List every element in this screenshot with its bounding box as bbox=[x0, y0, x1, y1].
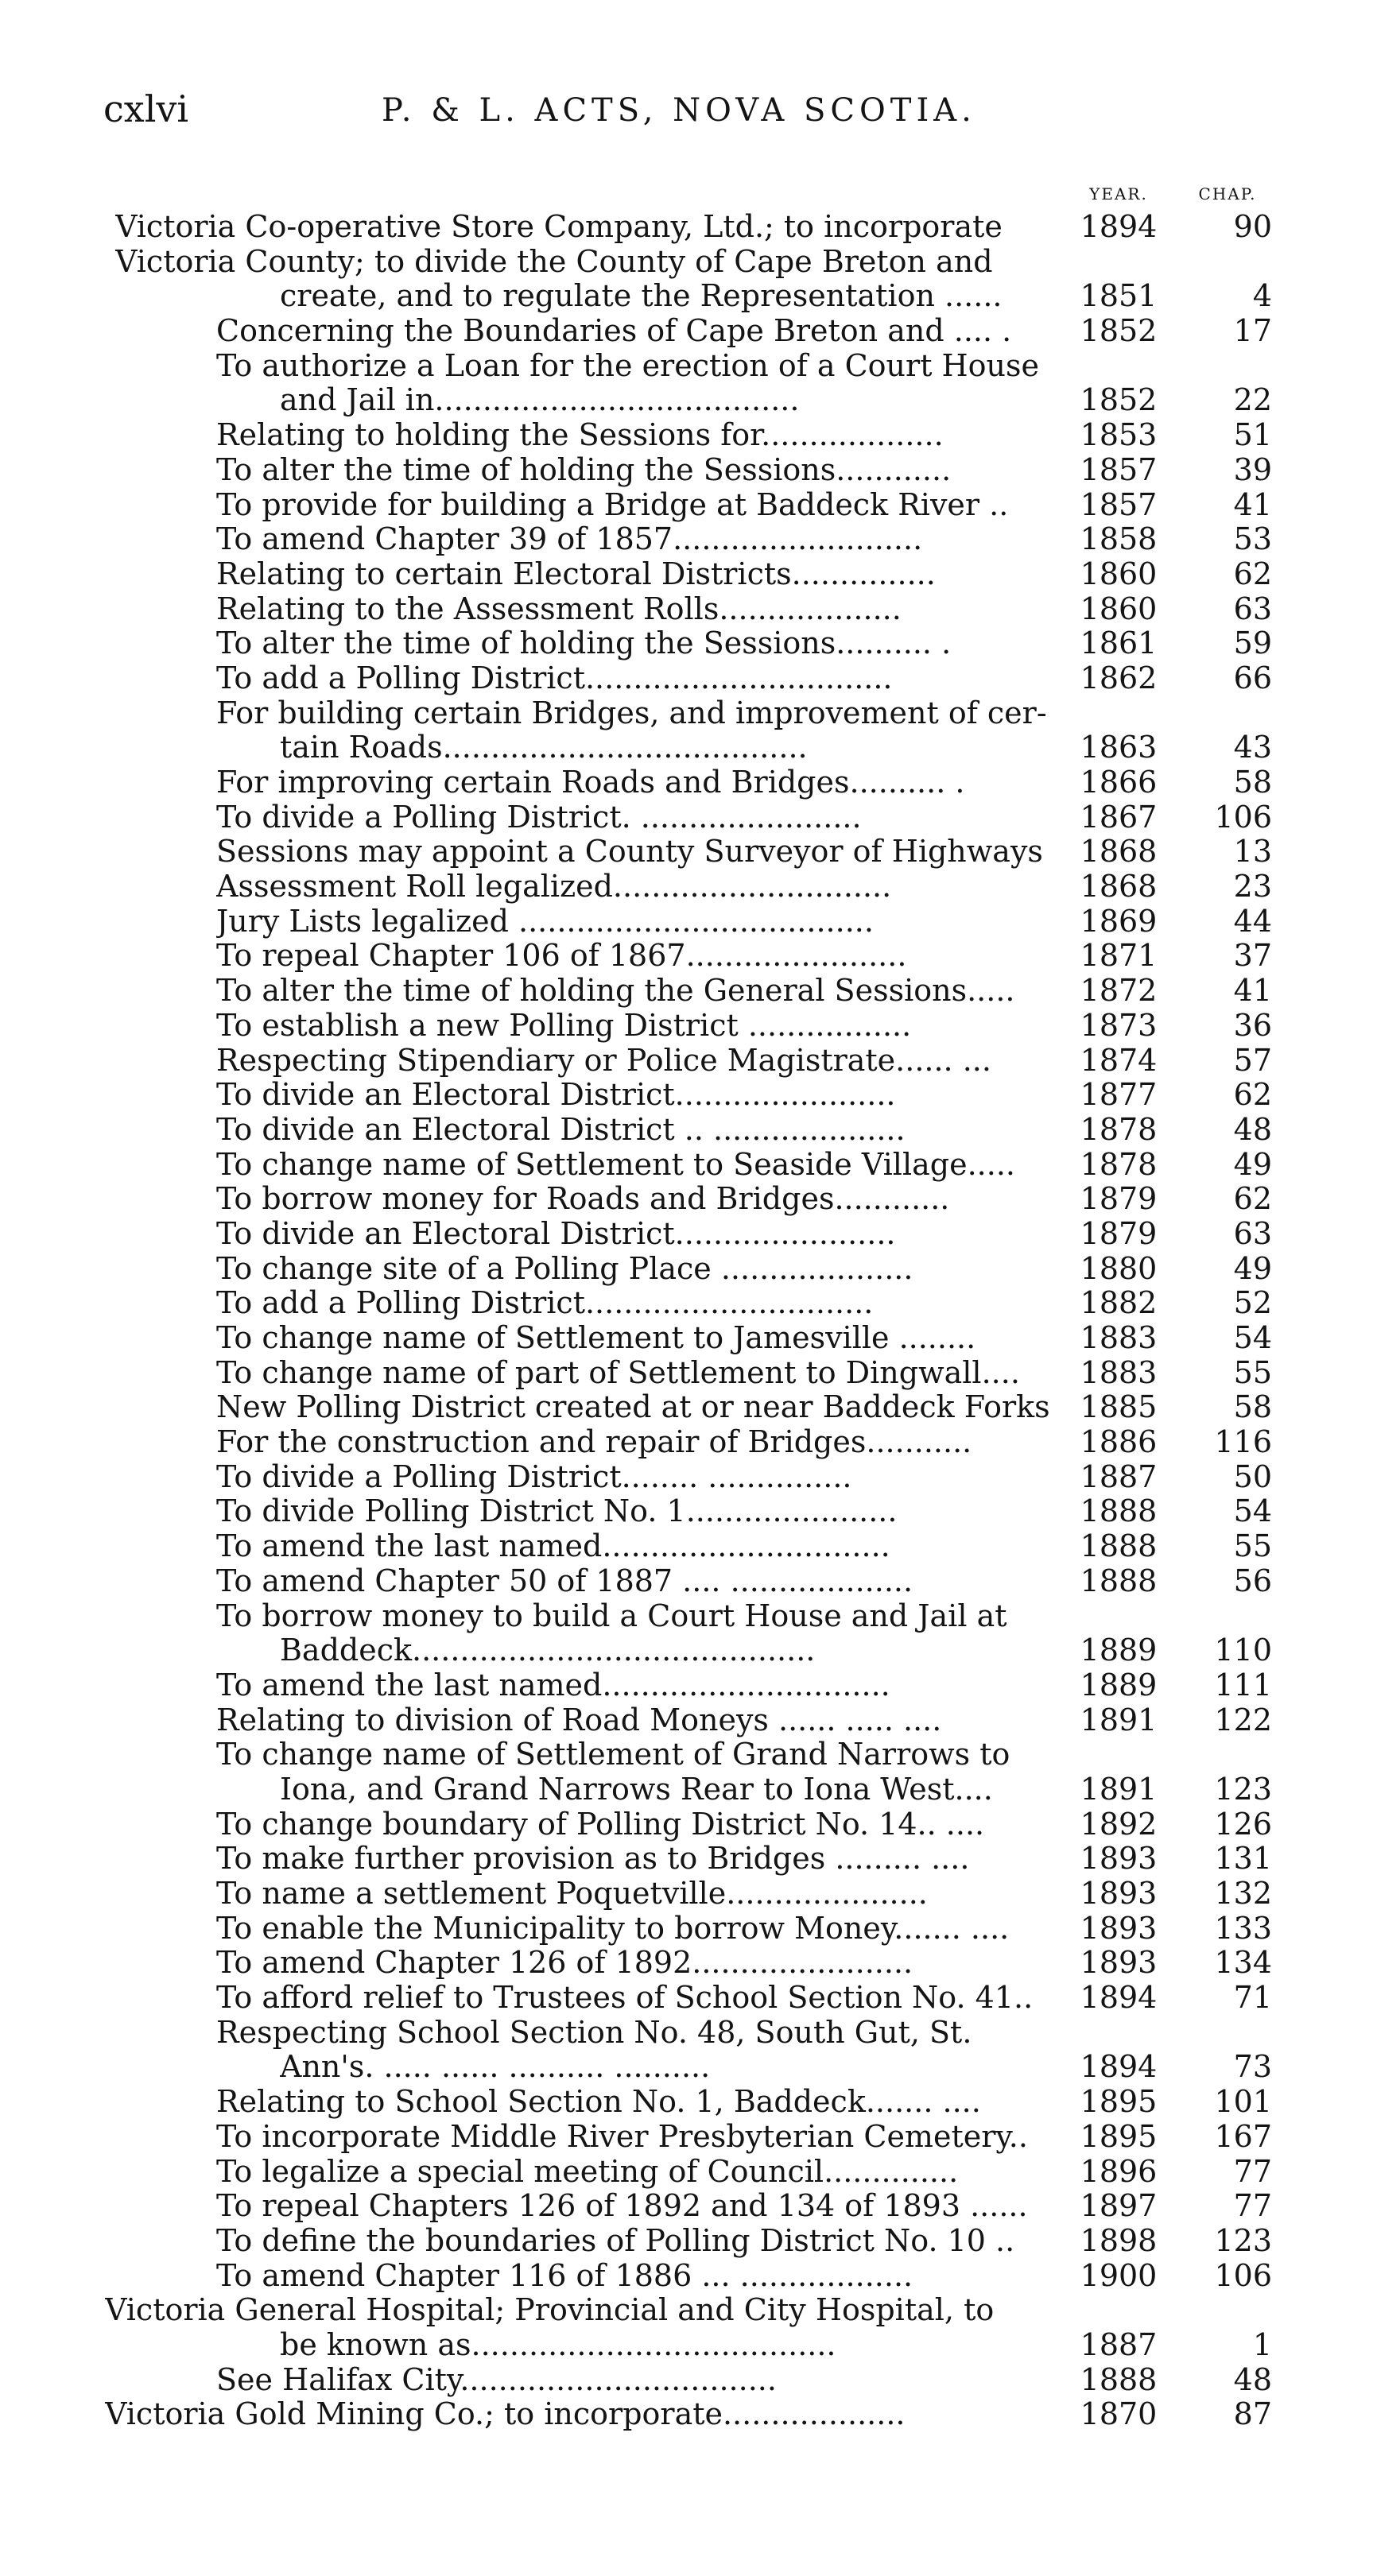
entry-chapter: 62 bbox=[1233, 1077, 1272, 1113]
entry-text: To amend the last named.............................. bbox=[216, 1668, 890, 1702]
entry-text: To name a settlement Poquetville..................... bbox=[216, 1877, 928, 1911]
index-entry bbox=[0, 488, 1373, 523]
index-entry bbox=[0, 2224, 1373, 2259]
entry-chapter: 73 bbox=[1233, 2049, 1272, 2085]
entry-chapter: 77 bbox=[1233, 2153, 1272, 2189]
entry-text: and Jail in...................................... bbox=[280, 383, 800, 418]
entry-year: 1871 bbox=[1080, 938, 1158, 974]
entry-text: Relating to certain Electoral Districts............... bbox=[216, 556, 936, 591]
entry-chapter: 123 bbox=[1214, 1771, 1272, 1807]
chap-column-header: CHAP. bbox=[1198, 184, 1257, 203]
entry-year: 1885 bbox=[1080, 1389, 1158, 1425]
entry-year: 1888 bbox=[1080, 1528, 1158, 1564]
entry-text: To repeal Chapter 106 of 1867....................... bbox=[216, 939, 907, 974]
entry-text: To alter the time of holding the Sessions............ bbox=[216, 452, 952, 487]
entry-chapter: 90 bbox=[1233, 209, 1272, 244]
entry-year: 1894 bbox=[1080, 209, 1158, 244]
entry-year: 1893 bbox=[1080, 1841, 1158, 1877]
entry-text: Relating to the Assessment Rolls................... bbox=[216, 591, 902, 626]
entry-year: 1857 bbox=[1080, 486, 1158, 522]
entry-text: To amend Chapter 50 of 1887 .... ................... bbox=[216, 1563, 913, 1598]
entry-chapter: 36 bbox=[1233, 1007, 1272, 1043]
entry-text: Assessment Roll legalized............................. bbox=[216, 870, 892, 905]
index-entry bbox=[0, 210, 1373, 245]
entry-chapter: 23 bbox=[1233, 869, 1272, 905]
entry-text: To authorize a Loan for the erection of a Court House bbox=[216, 348, 1040, 383]
entry-year: 1893 bbox=[1080, 1945, 1158, 1981]
entry-text: For the construction and repair of Bridges........... bbox=[216, 1425, 972, 1460]
entry-year: 1868 bbox=[1080, 834, 1158, 870]
entry-year: 1879 bbox=[1080, 1215, 1158, 1251]
index-entry bbox=[0, 1564, 1373, 1599]
index-entry bbox=[0, 314, 1373, 349]
entry-text: Respecting School Section No. 48, South Gut, St. bbox=[216, 2015, 972, 2050]
entry-chapter: 22 bbox=[1233, 382, 1272, 418]
entry-chapter: 50 bbox=[1233, 1458, 1272, 1494]
entry-text: To change name of part of Settlement to Dingwall.... bbox=[216, 1355, 1020, 1390]
entry-year: 1888 bbox=[1080, 1563, 1158, 1598]
entry-text: To divide an Electoral District....................... bbox=[216, 1078, 896, 1113]
index-entry bbox=[0, 1772, 1373, 1807]
index-entry bbox=[0, 939, 1373, 974]
entry-year: 1888 bbox=[1080, 2361, 1158, 2397]
entry-chapter: 110 bbox=[1214, 1633, 1272, 1668]
index-entry bbox=[0, 1912, 1373, 1947]
entry-chapter: 57 bbox=[1233, 1042, 1272, 1078]
entry-text: Respecting Stipendiary or Police Magistrate...... ... bbox=[216, 1043, 991, 1078]
entry-text: To borrow money for Roads and Bridges............ bbox=[216, 1182, 950, 1217]
index-entry bbox=[0, 2050, 1373, 2085]
entry-year: 1851 bbox=[1080, 278, 1158, 314]
entry-text: To amend Chapter 126 of 1892....................... bbox=[216, 1946, 913, 1981]
entry-year: 1867 bbox=[1080, 799, 1158, 835]
index-entries bbox=[0, 210, 1373, 2432]
index-entry bbox=[0, 835, 1373, 870]
entry-year: 1878 bbox=[1080, 1146, 1158, 1182]
entry-year: 1880 bbox=[1080, 1250, 1158, 1286]
entry-chapter: 44 bbox=[1233, 903, 1272, 939]
index-entry bbox=[0, 1842, 1373, 1877]
entry-text: create, and to regulate the Representation ...... bbox=[280, 279, 1003, 314]
index-entry bbox=[0, 2397, 1373, 2432]
index-entry bbox=[0, 1494, 1373, 1529]
entry-year: 1873 bbox=[1080, 1007, 1158, 1043]
entry-chapter: 116 bbox=[1214, 1424, 1272, 1460]
entry-year: 1898 bbox=[1080, 2222, 1158, 2258]
entry-year: 1878 bbox=[1080, 1111, 1158, 1147]
entry-text: Relating to School Section No. 1, Baddeck....... .... bbox=[216, 2085, 981, 2120]
entry-text: Relating to division of Road Moneys ...... ..... .... bbox=[216, 1702, 942, 1737]
index-entry bbox=[0, 1356, 1373, 1391]
index-entry bbox=[0, 2259, 1373, 2294]
entry-chapter: 54 bbox=[1233, 1493, 1272, 1529]
entry-year: 1861 bbox=[1080, 626, 1158, 661]
entry-text: To repeal Chapters 126 of 1892 and 134 of 1893 ...... bbox=[216, 2189, 1028, 2224]
entry-text: To change name of Settlement to Jamesville ........ bbox=[216, 1321, 976, 1355]
index-entry bbox=[0, 696, 1373, 731]
index-entry bbox=[0, 1703, 1373, 1738]
entry-year: 1889 bbox=[1080, 1633, 1158, 1668]
index-entry bbox=[0, 2085, 1373, 2120]
index-entry bbox=[0, 1148, 1373, 1183]
index-entry bbox=[0, 2120, 1373, 2155]
entry-chapter: 39 bbox=[1233, 451, 1272, 487]
entry-text: To amend Chapter 116 of 1886 ... .................. bbox=[216, 2258, 913, 2293]
entry-chapter: 101 bbox=[1214, 2084, 1272, 2120]
entry-year: 1860 bbox=[1080, 591, 1158, 626]
entry-text: Ann's. ..... ...... .......... .......... bbox=[280, 2050, 711, 2085]
index-entry bbox=[0, 1807, 1373, 1842]
entry-text: Concerning the Boundaries of Cape Breton and .... . bbox=[216, 314, 1012, 349]
index-entry bbox=[0, 418, 1373, 453]
entry-year: 1893 bbox=[1080, 1910, 1158, 1946]
entry-chapter: 55 bbox=[1233, 1528, 1272, 1564]
entry-year: 1891 bbox=[1080, 1702, 1158, 1737]
entry-chapter: 134 bbox=[1214, 1945, 1272, 1981]
entry-text: To legalize a special meeting of Council.............. bbox=[216, 2154, 959, 2189]
entry-text: To amend Chapter 39 of 1857.......................... bbox=[216, 522, 923, 557]
entry-chapter: 63 bbox=[1233, 591, 1272, 626]
entry-year: 1852 bbox=[1080, 313, 1158, 349]
entry-year: 1863 bbox=[1080, 730, 1158, 765]
entry-year: 1879 bbox=[1080, 1181, 1158, 1217]
entry-text: To divide an Electoral District....................... bbox=[216, 1216, 896, 1251]
entry-text: To divide a Polling District. ....................... bbox=[216, 800, 862, 835]
entry-text: To afford relief to Trustees of School Section No. 41.. bbox=[216, 1981, 1034, 2016]
entry-year: 1888 bbox=[1080, 1493, 1158, 1529]
index-entry bbox=[0, 2155, 1373, 2190]
index-entry bbox=[0, 1078, 1373, 1113]
entry-text: To change boundary of Polling District No. 14.. .... bbox=[216, 1807, 985, 1842]
entry-year: 1877 bbox=[1080, 1077, 1158, 1113]
entry-chapter: 126 bbox=[1214, 1806, 1272, 1842]
entry-year: 1892 bbox=[1080, 1806, 1158, 1842]
index-entry bbox=[0, 245, 1373, 280]
entry-year: 1882 bbox=[1080, 1285, 1158, 1321]
entry-text: To change name of Settlement to Seaside Village..... bbox=[216, 1147, 1015, 1182]
entry-year: 1853 bbox=[1080, 417, 1158, 453]
index-entry bbox=[0, 2293, 1373, 2328]
entry-chapter: 58 bbox=[1233, 765, 1272, 800]
entry-year: 1883 bbox=[1080, 1320, 1158, 1355]
index-entry bbox=[0, 349, 1373, 384]
entry-text: To add a Polling District.............................. bbox=[216, 1286, 874, 1321]
index-entry bbox=[0, 1529, 1373, 1564]
entry-chapter: 56 bbox=[1233, 1563, 1272, 1598]
entry-text: Sessions may appoint a County Surveyor of Highways bbox=[216, 835, 1043, 870]
entry-text: Iona, and Grand Narrows Rear to Iona West.... bbox=[280, 1772, 993, 1807]
entry-chapter: 53 bbox=[1233, 521, 1272, 557]
entry-text: Relating to holding the Sessions for................... bbox=[216, 418, 944, 453]
index-entry bbox=[0, 279, 1373, 314]
entry-text: For improving certain Roads and Bridges.......... . bbox=[216, 765, 965, 800]
index-entry bbox=[0, 2189, 1373, 2224]
year-column-header: YEAR. bbox=[1089, 184, 1148, 203]
entry-text: To borrow money to build a Court House and Jail at bbox=[216, 1598, 1007, 1633]
entry-chapter: 48 bbox=[1233, 1111, 1272, 1147]
entry-chapter: 17 bbox=[1233, 313, 1272, 349]
entry-chapter: 49 bbox=[1233, 1146, 1272, 1182]
entry-year: 1887 bbox=[1080, 2326, 1158, 2362]
entry-chapter: 4 bbox=[1252, 278, 1272, 314]
entry-year: 1894 bbox=[1080, 2049, 1158, 2085]
entry-text: Victoria County; to divide the County of Cape Breton and bbox=[115, 244, 993, 279]
entry-chapter: 54 bbox=[1233, 1320, 1272, 1355]
entry-chapter: 13 bbox=[1233, 834, 1272, 870]
index-entry bbox=[0, 974, 1373, 1009]
entry-year: 1895 bbox=[1080, 2084, 1158, 2120]
entry-chapter: 106 bbox=[1214, 799, 1272, 835]
index-entry bbox=[0, 453, 1373, 488]
index-entry bbox=[0, 1286, 1373, 1321]
index-entry bbox=[0, 626, 1373, 661]
entry-year: 1900 bbox=[1080, 2257, 1158, 2293]
entry-year: 1866 bbox=[1080, 765, 1158, 800]
index-entry bbox=[0, 1009, 1373, 1044]
entry-year: 1891 bbox=[1080, 1771, 1158, 1807]
entry-year: 1889 bbox=[1080, 1667, 1158, 1702]
index-entry bbox=[0, 383, 1373, 418]
index-entry bbox=[0, 1425, 1373, 1460]
entry-chapter: 106 bbox=[1214, 2257, 1272, 2293]
entry-year: 1894 bbox=[1080, 1980, 1158, 2016]
entry-text: Jury Lists legalized ..................................... bbox=[216, 904, 874, 939]
entry-text: Victoria Co-operative Store Company, Ltd.; to incorporate bbox=[115, 210, 1003, 244]
index-entry bbox=[0, 1981, 1373, 2016]
index-entry bbox=[0, 1321, 1373, 1356]
entry-text: To amend the last named.............................. bbox=[216, 1529, 890, 1564]
entry-chapter: 63 bbox=[1233, 1215, 1272, 1251]
entry-chapter: 49 bbox=[1233, 1250, 1272, 1286]
entry-year: 1883 bbox=[1080, 1354, 1158, 1390]
entry-text: New Polling District created at or near Baddeck Forks bbox=[216, 1390, 1050, 1425]
index-entry bbox=[0, 870, 1373, 905]
entry-text: To change name of Settlement of Grand Narrows to bbox=[216, 1737, 1010, 1772]
entry-chapter: 77 bbox=[1233, 2188, 1272, 2224]
index-entry bbox=[0, 661, 1373, 696]
entry-chapter: 122 bbox=[1214, 1702, 1272, 1737]
entry-text: To incorporate Middle River Presbyterian Cemetery.. bbox=[216, 2119, 1028, 2154]
entry-text: To provide for building a Bridge at Baddeck River .. bbox=[216, 487, 1009, 522]
entry-year: 1896 bbox=[1080, 2153, 1158, 2189]
index-entry bbox=[0, 1460, 1373, 1495]
entry-chapter: 48 bbox=[1233, 2361, 1272, 2397]
index-entry bbox=[0, 592, 1373, 627]
entry-chapter: 41 bbox=[1233, 486, 1272, 522]
index-entry bbox=[0, 2016, 1373, 2051]
page-header bbox=[103, 87, 1280, 143]
entry-chapter: 62 bbox=[1233, 556, 1272, 591]
page-number: cxlvi bbox=[103, 87, 189, 130]
running-title: P. & L. ACTS, NOVA SCOTIA. bbox=[382, 92, 976, 129]
entry-chapter: 133 bbox=[1214, 1910, 1272, 1946]
entry-text: To make further provision as to Bridges ......... .... bbox=[216, 1842, 970, 1877]
entry-text: Baddeck.......................................... bbox=[280, 1633, 816, 1668]
entry-chapter: 62 bbox=[1233, 1181, 1272, 1217]
entry-year: 1887 bbox=[1080, 1458, 1158, 1494]
entry-chapter: 66 bbox=[1233, 660, 1272, 695]
entry-text: To divide a Polling District........ ............... bbox=[216, 1459, 852, 1494]
index-entry bbox=[0, 1252, 1373, 1287]
index-entry bbox=[0, 1182, 1373, 1217]
entry-chapter: 1 bbox=[1252, 2326, 1272, 2362]
index-entry bbox=[0, 1946, 1373, 1981]
entry-year: 1870 bbox=[1080, 2396, 1158, 2432]
entry-text: tain Roads...................................... bbox=[280, 730, 808, 765]
entry-text: Victoria Gold Mining Co.; to incorporate................... bbox=[105, 2397, 906, 2432]
entry-year: 1893 bbox=[1080, 1876, 1158, 1911]
index-entry bbox=[0, 1113, 1373, 1148]
entry-year: 1895 bbox=[1080, 2118, 1158, 2154]
index-entry bbox=[0, 905, 1373, 939]
entry-year: 1858 bbox=[1080, 521, 1158, 557]
index-entry bbox=[0, 800, 1373, 835]
entry-text: See Halifax City................................. bbox=[216, 2362, 777, 2397]
entry-chapter: 71 bbox=[1233, 1980, 1272, 2016]
entry-text: To establish a new Polling District ................. bbox=[216, 1008, 912, 1043]
entry-chapter: 123 bbox=[1214, 2222, 1272, 2258]
entry-text: Victoria General Hospital; Provincial and City Hospital, to bbox=[105, 2293, 995, 2328]
entry-text: To divide Polling District No. 1...................... bbox=[216, 1494, 898, 1529]
entry-chapter: 55 bbox=[1233, 1354, 1272, 1390]
entry-chapter: 52 bbox=[1233, 1285, 1272, 1321]
index-entry bbox=[0, 2363, 1373, 2398]
entry-year: 1869 bbox=[1080, 903, 1158, 939]
entry-text: To alter the time of holding the General Sessions..... bbox=[216, 974, 1015, 1009]
entry-text: To divide an Electoral District .. .................... bbox=[216, 1112, 906, 1147]
entry-text: To define the boundaries of Polling District No. 10 .. bbox=[216, 2223, 1015, 2258]
entry-text: To add a Polling District................................ bbox=[216, 660, 893, 695]
entry-chapter: 43 bbox=[1233, 730, 1272, 765]
index-entry bbox=[0, 1668, 1373, 1703]
index-entry bbox=[0, 730, 1373, 765]
entry-chapter: 111 bbox=[1214, 1667, 1272, 1702]
entry-chapter: 58 bbox=[1233, 1389, 1272, 1425]
index-entry bbox=[0, 1217, 1373, 1252]
entry-chapter: 41 bbox=[1233, 973, 1272, 1009]
entry-text: For building certain Bridges, and improvement of cer- bbox=[216, 695, 1047, 730]
entry-year: 1852 bbox=[1080, 382, 1158, 418]
index-entry bbox=[0, 1599, 1373, 1634]
entry-chapter: 87 bbox=[1233, 2396, 1272, 2432]
entry-year: 1857 bbox=[1080, 451, 1158, 487]
entry-year: 1886 bbox=[1080, 1424, 1158, 1460]
entry-year: 1860 bbox=[1080, 556, 1158, 591]
index-entry bbox=[0, 1877, 1373, 1912]
index-entry bbox=[0, 1390, 1373, 1425]
entry-year: 1868 bbox=[1080, 869, 1158, 905]
entry-text: be known as...................................... bbox=[280, 2327, 836, 2362]
entry-year: 1897 bbox=[1080, 2188, 1158, 2224]
index-entry bbox=[0, 2328, 1373, 2363]
entry-year: 1874 bbox=[1080, 1042, 1158, 1078]
index-entry bbox=[0, 765, 1373, 800]
entry-chapter: 37 bbox=[1233, 938, 1272, 974]
entry-text: To alter the time of holding the Sessions.......... . bbox=[216, 626, 952, 661]
index-entry bbox=[0, 1633, 1373, 1668]
entry-chapter: 132 bbox=[1214, 1876, 1272, 1911]
index-entry bbox=[0, 1044, 1373, 1079]
entry-year: 1872 bbox=[1080, 973, 1158, 1009]
index-entry bbox=[0, 522, 1373, 557]
entry-year: 1862 bbox=[1080, 660, 1158, 695]
entry-chapter: 131 bbox=[1214, 1841, 1272, 1877]
entry-text: To enable the Municipality to borrow Money....... .... bbox=[216, 1911, 1010, 1946]
index-entry bbox=[0, 557, 1373, 592]
entry-chapter: 167 bbox=[1214, 2118, 1272, 2154]
entry-chapter: 51 bbox=[1233, 417, 1272, 453]
entry-text: To change site of a Polling Place .................... bbox=[216, 1251, 913, 1286]
entry-chapter: 59 bbox=[1233, 626, 1272, 661]
index-entry bbox=[0, 1737, 1373, 1772]
